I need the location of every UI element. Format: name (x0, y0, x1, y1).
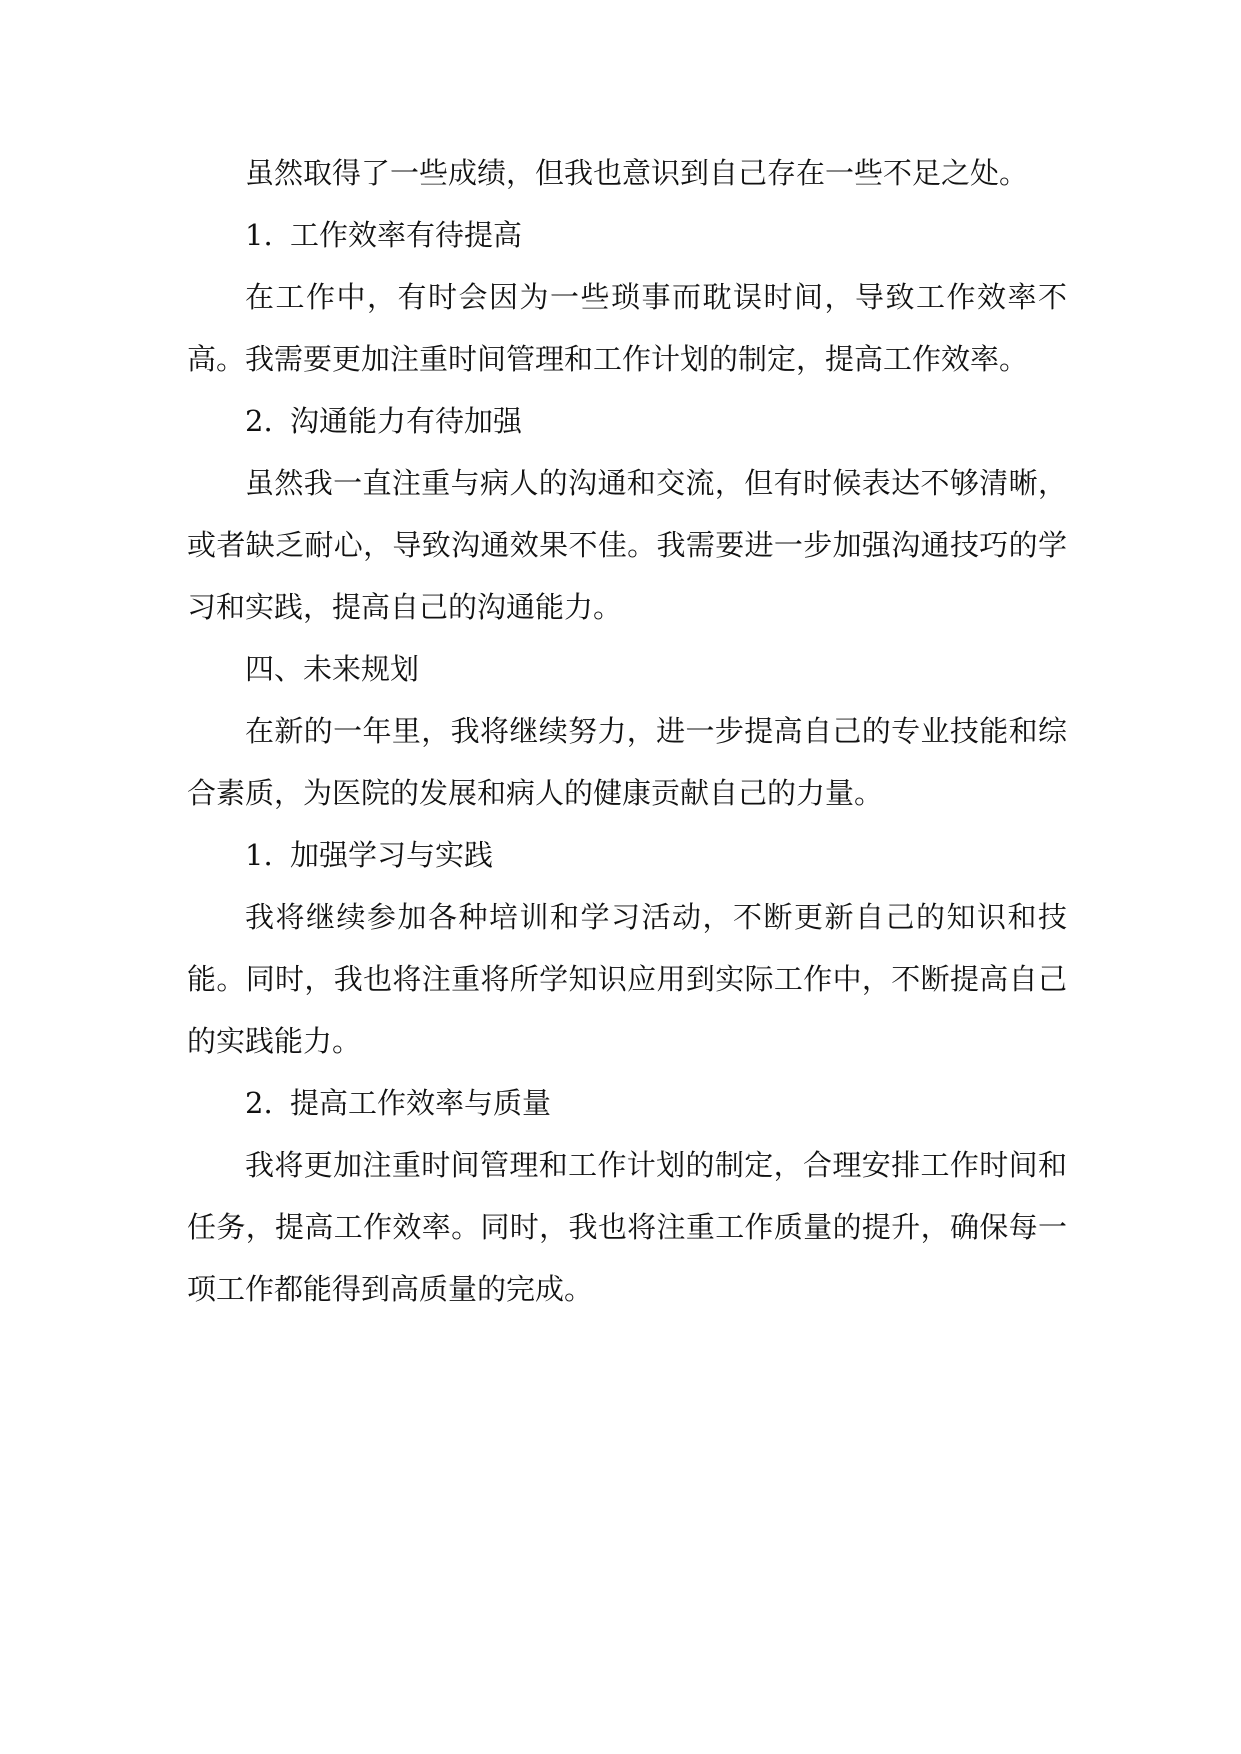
list-number: 2. (245, 1086, 273, 1120)
document-body (187, 142, 1067, 1320)
list-number: 1. (245, 218, 273, 252)
subheading-text: 沟通能力有待加强 (290, 404, 523, 438)
paragraph-quality: 我将更加注重时间管理和工作计划的制定，合理安排工作时间和任务，提高工作效率。同时，我也将注重工作质量的提升，确保每一项工作都能得到高质量的完成。 (187, 1148, 1067, 1306)
list-number: 1. (245, 838, 273, 872)
subheading-efficiency (187, 204, 1067, 266)
subheading-text: 加强学习与实践 (290, 838, 494, 872)
paragraph-learning: 我将继续参加各种培训和学习活动，不断更新自己的知识和技能。同时，我也将注重将所学知识应用到实际工作中，不断提高自己的实践能力。 (187, 900, 1067, 1058)
subheading-quality (187, 1072, 1067, 1134)
paragraph-communication: 虽然我一直注重与病人的沟通和交流，但有时候表达不够清晰，或者缺乏耐心，导致沟通效果不佳。我需要进一步加强沟通技巧的学习和实践，提高自己的沟通能力。 (187, 466, 1067, 624)
subheading-learning (187, 824, 1067, 886)
paragraph-shortcomings-intro: 虽然取得了一些成绩，但我也意识到自己存在一些不足之处。 (245, 156, 1029, 190)
paragraph-future-intro: 在新的一年里，我将继续努力，进一步提高自己的专业技能和综合素质，为医院的发展和病人的健康贡献自己的力量。 (187, 714, 1067, 810)
paragraph-efficiency: 在工作中，有时会因为一些琐事而耽误时间，导致工作效率不高。我需要更加注重时间管理和工作计划的制定，提高工作效率。 (187, 280, 1067, 376)
list-number: 2. (245, 404, 273, 438)
subheading-text: 提高工作效率与质量 (290, 1086, 552, 1120)
subheading-text: 工作效率有待提高 (290, 218, 523, 252)
subheading-communication (187, 390, 1067, 452)
section-heading-future-plan: 四、未来规划 (245, 652, 420, 686)
